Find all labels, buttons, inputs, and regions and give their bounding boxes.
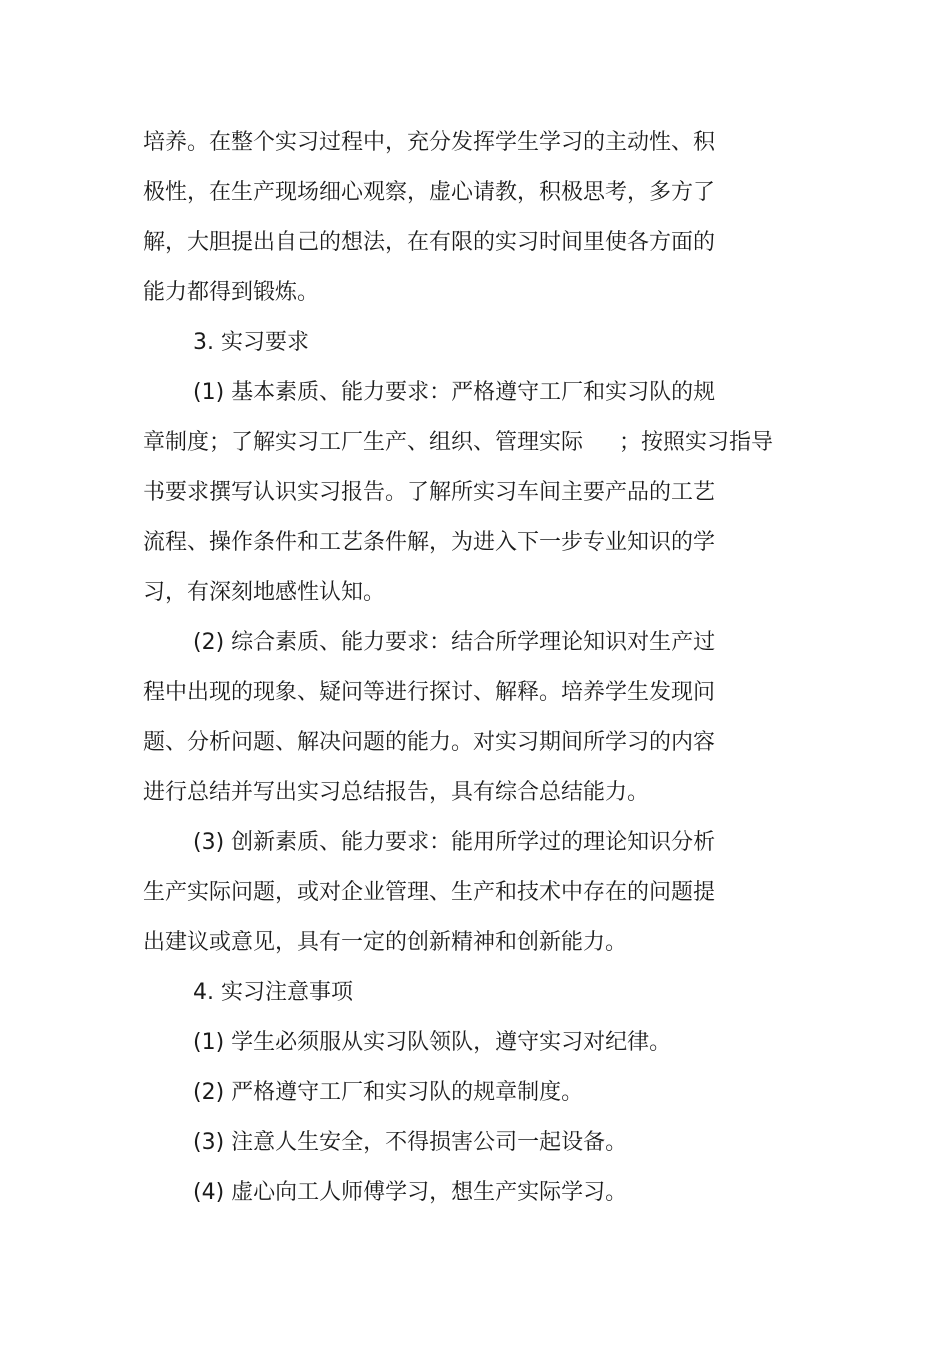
- paragraph-line: (3) 创新素质、能力要求：能用所学过的理论知识分析: [193, 830, 716, 855]
- paragraph-line: 书要求撰写认识实习报告。了解所实习车间主要产品的工艺: [143, 480, 716, 505]
- paragraph-line: 极性，在生产现场细心观察，虚心请教，积极思考，多方了: [143, 180, 716, 205]
- paragraph-line: (2) 综合素质、能力要求：结合所学理论知识对生产过: [193, 630, 716, 655]
- paragraph-line: 题、分析问题、解决问题的能力。对实习期间所学习的内容: [143, 730, 716, 755]
- paragraph-line: 生产实际问题，或对企业管理、生产和技术中存在的问题提: [143, 880, 716, 905]
- paragraph-line: 解，大胆提出自己的想法，在有限的实习时间里使各方面的: [143, 230, 716, 255]
- paragraph-line: 流程、操作条件和工艺条件解，为进入下一步专业知识的学: [143, 530, 716, 555]
- paragraph-line-part: 章制度；了解实习工厂生产、组织、管理实际: [143, 430, 584, 455]
- paragraph-line: [143, 429, 773, 457]
- paragraph-line-part: ；按照实习指导: [619, 430, 774, 455]
- paragraph-line: 程中出现的现象、疑问等进行探讨、解释。培养学生发现问: [143, 680, 716, 705]
- list-item: (4) 虚心向工人师傅学习，想生产实际学习。: [193, 1180, 628, 1205]
- section-heading-requirements: 3. 实习要求: [193, 330, 309, 355]
- paragraph-line: 进行总结并写出实习总结报告，具有综合总结能力。: [143, 780, 650, 805]
- paragraph-line: (1) 基本素质、能力要求：严格遵守工厂和实习队的规: [193, 380, 716, 405]
- paragraph-line: 能力都得到锻炼。: [143, 280, 320, 305]
- list-item: (3) 注意人生安全，不得损害公司一起设备。: [193, 1130, 628, 1155]
- list-item: (1) 学生必须服从实习队领队，遵守实习对纪律。: [193, 1030, 672, 1055]
- list-item: (2) 严格遵守工厂和实习队的规章制度。: [193, 1080, 584, 1105]
- section-heading-notes: 4. 实习注意事项: [193, 980, 353, 1005]
- paragraph-line: 出建议或意见，具有一定的创新精神和创新能力。: [143, 930, 628, 955]
- paragraph-line: 习，有深刻地感性认知。: [143, 580, 386, 605]
- paragraph-line: 培养。在整个实习过程中，充分发挥学生学习的主动性、积: [143, 130, 716, 155]
